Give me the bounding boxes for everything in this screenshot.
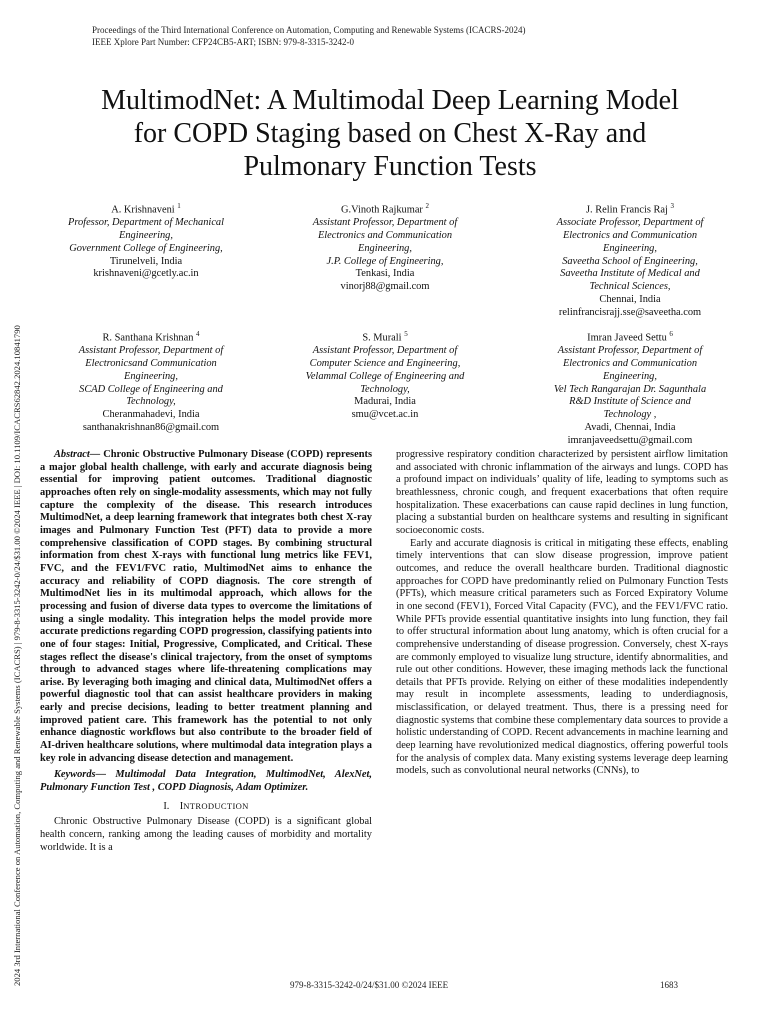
title-line-3: Pulmonary Function Tests <box>243 151 537 182</box>
author-affil: Associate Professor, Department of <box>556 217 704 229</box>
running-header <box>92 24 526 48</box>
author-affil: J.P. College of Engineering, <box>326 255 444 267</box>
author-email: imranjaveedsettu@gmail.com <box>567 434 693 446</box>
section-title-rest: NTRODUCTION <box>183 800 249 811</box>
author-name: S. Murali <box>362 332 402 344</box>
author-email: santhanakrishnan86@gmail.com <box>82 422 220 434</box>
author-email: relinfrancisrajj.sse@saveetha.com <box>558 306 702 318</box>
left-column <box>40 449 372 854</box>
section-heading <box>40 800 372 814</box>
author-affil: Engineering, <box>603 370 657 382</box>
author-affil: Engineering, <box>124 370 178 382</box>
author-email: krishnaveni@gcetly.ac.in <box>93 268 199 280</box>
author-affil: Engineering, <box>603 242 657 254</box>
author-affil: Engineering, <box>119 230 173 242</box>
author-5 <box>285 328 485 422</box>
author-sup: 2 <box>425 202 430 210</box>
author-location: Madurai, India <box>354 396 416 408</box>
author-2 <box>280 200 490 294</box>
author-affil: Technology, <box>360 383 410 395</box>
author-affil: Electronics and Communication <box>317 230 453 242</box>
author-4 <box>46 328 256 435</box>
abstract-text: Chronic Obstructive Pulmonary Disease (COPD) represents a major global health challenge, with early and accurate diagnosis being essential for improving patient outcomes. Traditional diagnostic approaches often rely on single-modality assessments, which may not fully capture the complexity of the disease. This research introduces MultimodNet, a deep learning framework that integrates both chest X-ray images and Pulmonary Function Test (PFT) data to provide a more comprehensive classification of COPD stages. By combining structural information from chest X-rays with functional lung metrics like FEV1, FVC, and the FEV1/FVC ratio, MultimodNet aims to enhance the accuracy and reliability of COPD diagnosis. The core strength of MultimodNet lies in its multimodal approach, which allows for the processing and fusion of diverse data types to overcome the limitations of using a single modality. This integration helps the model provide more accurate predictions regarding COPD progression, classifying patients into one of four stages: Initial, Progressive, Complicated, and Critical. These stages reflect the disease's clinical trajectory, from the onset of symptoms through to advanced stages where life-threatening complications may arise. By leveraging both imaging and clinical data, MultimodNet offers a powerful diagnostic tool that can assist healthcare providers in making early and precise decisions, leading to better treatment planning and improved patient care. This framework has the potential to not only enhance diagnostic workflows but also contribute to the broader field of AI-driven healthcare solutions, where multimodal data integration plays a key role in advancing disease detection and management. <box>40 449 372 764</box>
author-affil: Electronics and Communication <box>562 358 698 370</box>
author-affil: SCAD College of Engineering and <box>79 383 223 395</box>
author-affil: Velammal College of Engineering and <box>305 370 465 382</box>
author-affil: Professor, Department of Mechanical <box>67 217 225 229</box>
author-affil: Technical Sciences, <box>589 281 671 293</box>
author-email: vinorj88@gmail.com <box>340 281 430 293</box>
author-affil: Vel Tech Rangarajan Dr. Sagunthala <box>553 383 707 395</box>
author-3 <box>518 200 742 320</box>
title-line-1: MultimodNet: A Multimodal Deep Learning Model <box>101 85 679 116</box>
author-sup: 4 <box>196 330 200 338</box>
author-location: Tenkasi, India <box>355 268 415 280</box>
footer-copyright: 979-8-3315-3242-0/24/$31.00 ©2024 IEEE <box>290 980 449 990</box>
title-line-2: for COPD Staging based on Chest X-Ray and <box>133 118 647 149</box>
author-location: Cheranmahadevi, India <box>102 409 200 421</box>
author-affil: Government College of Engineering, <box>69 242 223 254</box>
intro-continuation: progressive respiratory condition characterized by persistent airflow limitation and associated with chronic inflammation of the airways and lungs. COPD has a profound impact on individuals’ quality of life, leading to symptoms such as breathlessness, chronic cough, and frequent exacerbations that often require hospitalization. These exacerbations can cause rapid declines in lung function, placing a substantial burden on healthcare systems and resulting in significant socioeconomic costs. <box>396 449 728 536</box>
author-sup: 3 <box>670 202 675 210</box>
author-sup: 5 <box>404 330 408 338</box>
author-6 <box>518 328 742 448</box>
author-affil: Electronics and Communication <box>562 230 698 242</box>
header-line-1: Proceedings of the Third International Conference on Automation, Computing and Renewable Systems (ICACRS-2024) <box>92 25 526 35</box>
author-affil: Assistant Professor, Department of <box>312 217 458 229</box>
author-affil: Assistant Professor, Department of <box>312 345 458 357</box>
author-affil: Assistant Professor, Department of <box>557 345 703 357</box>
header-line-2: IEEE Xplore Part Number: CFP24CB5-ART; ISBN: 979-8-3315-3242-0 <box>92 37 354 47</box>
paper-title <box>40 84 740 183</box>
keywords: Keywords— Multimodal Data Integration, MultimodNet, AlexNet, Pulmonary Function Test , COPD Diagnosis, Adam Optimizer. <box>40 769 372 794</box>
author-name: G.Vinoth Rajkumar <box>340 204 423 216</box>
author-sup: 1 <box>177 202 181 210</box>
section-title-first: I <box>179 800 184 812</box>
author-location: Tirunelveli, India <box>109 255 183 267</box>
author-affil: Assistant Professor, Department of <box>78 345 224 357</box>
author-affil: Computer Science and Engineering, <box>309 358 461 370</box>
intro-paragraph: Chronic Obstructive Pulmonary Disease (COPD) is a significant global health concern, ranking among the leading causes of morbidity and mortality worldwide. It is a <box>40 816 372 853</box>
author-email: smu@vcet.ac.in <box>351 409 419 421</box>
author-affil: Engineering, <box>358 242 412 254</box>
abstract-lead: Abstract— <box>54 449 101 460</box>
section-number: I. <box>163 800 170 812</box>
author-affil: Electronicsand Communication <box>85 358 217 370</box>
abstract <box>40 449 372 765</box>
author-name: Imran Javeed Settu <box>587 332 667 344</box>
page-number: 1683 <box>660 980 678 990</box>
author-1 <box>46 200 246 281</box>
intro-paragraph-2: Early and accurate diagnosis is critical in mitigating these effects, enabling timely interventions that can slow disease progression, improve patient outcomes, and reduce the overall healthcare burden. Traditional diagnostic approaches for COPD have predominantly relied on Pulmonary Function Tests (PFTs), which measure critical parameters such as Forced Expiratory Volume in one second (FEV1), Forced Vital Capacity (FVC), and the FEV1/FVC ratio. While PFTs provide essential quantitative insights into lung function, they fail to offer structural information about lung anatomy, which is often crucial for a comprehensive understanding of disease progression. Conversely, chest X-rays are commonly employed to visualize lung structure, identify abnormalities, and rule out other conditions. However, these imaging methods lack the functional details that PFTs provide. Relying on either of these modalities independently may result in incomplete assessments, leading to underdiagnosis, misclassification, or delayed treatment. Thus, there is a pressing need for diagnostic systems that combine these complementary data sources to provide a holistic understanding of COPD. Recent advancements in machine learning and deep learning have revolutionized medical diagnostics, offering powerful tools for the analysis of complex data. Many existing systems leverage deep learning models, such as convolutional neural networks (CNNs), to <box>396 537 728 777</box>
author-affil: Technology , <box>603 409 657 421</box>
author-location: Chennai, India <box>599 294 661 306</box>
author-sup: 6 <box>669 330 673 338</box>
author-name: J. Relin Francis Raj <box>585 204 668 216</box>
author-name: A. Krishnaveni <box>111 204 175 216</box>
author-name: R. Santhana Krishnan <box>102 332 194 344</box>
author-affil: R&D Institute of Science and <box>569 396 691 408</box>
author-affil: Saveetha School of Engineering, <box>562 255 698 267</box>
author-affil: Saveetha Institute of Medical and <box>560 268 700 280</box>
author-location: Avadi, Chennai, India <box>584 422 676 434</box>
side-doi-text: 2024 3rd International Conference on Automation, Computing and Renewable Systems (ICACRS) | 979-8-3315-3242-0/24/$31.00 ©2024 IEEE | DOI: 10.1109/ICACRS62842.2024.10841790 <box>12 325 22 986</box>
right-column <box>396 449 728 778</box>
author-affil: Technology, <box>126 396 176 408</box>
